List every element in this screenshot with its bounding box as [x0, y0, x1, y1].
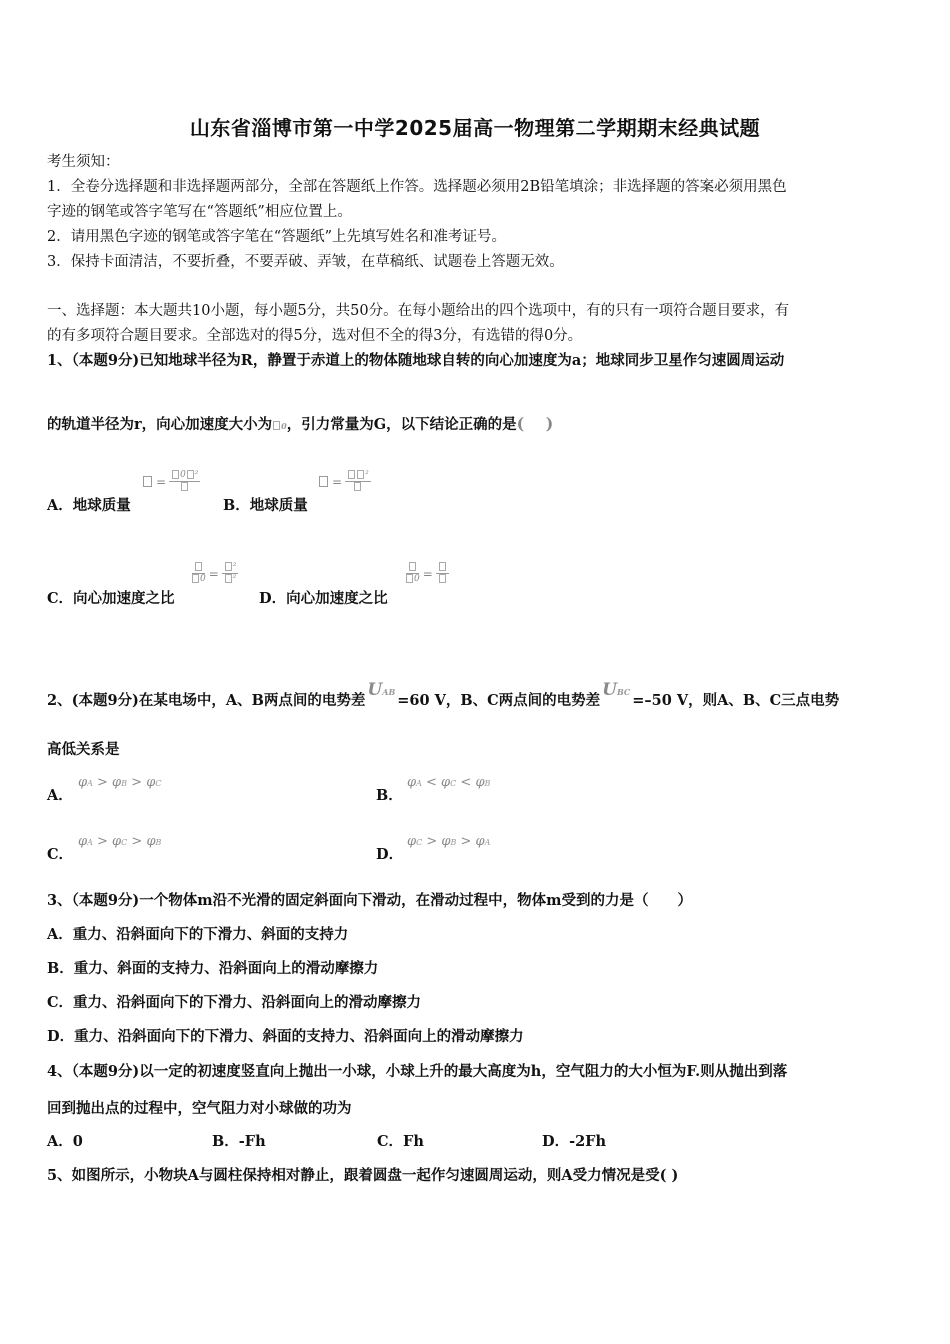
- formula-option-c-icon: 0 = $\frac{\text{²}}{\text{²}}$: [191, 562, 238, 585]
- question-3-option-d: D．重力、沿斜面向下的下滑力、斜面的支持力、沿斜面向上的滑动摩擦力: [47, 1028, 524, 1045]
- question-1-line-2a: 的轨道半径为r，向心加速度大小为: [47, 416, 273, 433]
- question-1-line-2b: ，引力常量为G，以下结论正确的是: [286, 416, 517, 433]
- formula-option-b-icon: = ²: [318, 470, 371, 493]
- section-1-line-1: 一、选择题：本大题共10小题，每小题5分，共50分。在每小题给出的四个选项中，有的只有一项符合题目要求，有: [47, 303, 790, 319]
- u-bc-symbol: U: [602, 680, 617, 700]
- question-2-line-1: [47, 680, 840, 712]
- notice-heading: 考生须知：: [47, 154, 120, 170]
- question-3-option-a: A．重力、沿斜面向下的下滑力、斜面的支持力: [47, 926, 349, 943]
- notice-item-2: 2．请用黑色字迹的钢笔或答字笔在“答题纸”上先填写姓名和准考证号。: [47, 229, 507, 245]
- answer-paren-icon: ( ): [516, 414, 554, 433]
- question-4-option-a: A．0: [47, 1133, 83, 1150]
- section-1-line-2: 的有多项符合题目要求。全部选对的得5分，选对但不全的得3分，有选错的得0分。: [47, 328, 583, 344]
- question-4-line-1: 4、（本题9分)以一定的初速度竖直向上抛出一小球，小球上升的最大高度为h，空气阻力的大小恒为F.则从抛出到落: [47, 1063, 788, 1080]
- notice-item-3: 3．保持卡面清洁，不要折叠，不要弄破、弄皱，在草稿纸、试题卷上答题无效。: [47, 254, 564, 270]
- formula-a0-sub-icon: 0: [281, 421, 287, 431]
- question-2-line-1b: =60 V，B、C两点间的电势差: [397, 692, 601, 709]
- question-3-option-c: C．重力、沿斜面向下的下滑力、沿斜面向上的滑动摩擦力: [47, 994, 422, 1011]
- question-1-option-b: B．地球质量: [223, 497, 308, 514]
- question-4-option-d: D．-2Fh: [542, 1133, 607, 1150]
- question-4-line-2: 回到抛出点的过程中，空气阻力对小球做的功为: [47, 1100, 352, 1117]
- formula-a0-icon: [273, 421, 280, 430]
- potential-order-b-icon: φA < φC < φB: [407, 775, 491, 790]
- potential-order-c-icon: φA > φC > φB: [78, 834, 162, 849]
- question-2-option-c-label: C．: [47, 846, 74, 863]
- question-1-option-d: D．向心加速度之比: [259, 590, 388, 607]
- formula-option-a-icon: = 0 ²: [142, 470, 200, 493]
- question-4-option-c: C．Fh: [377, 1133, 424, 1150]
- question-2-option-d-label: D．: [376, 846, 404, 863]
- question-2-line-1c: =–50 V，则A、B、C三点电势: [632, 692, 840, 709]
- u-bc-subscript: BC: [616, 687, 631, 697]
- notice-item-1-line-1: 1．全卷分选择题和非选择题两部分，全部在答题纸上作答。选择题必须用2B铅笔填涂；非选择题的答案必须用黑色: [47, 179, 787, 195]
- question-3-stem: 3、（本题9分)一个物体m沿不光滑的固定斜面向下滑动，在滑动过程中，物体m受到的力是（ ）: [47, 892, 692, 909]
- u-ab-symbol: U: [367, 680, 383, 700]
- formula-option-d-icon: 0 =: [405, 562, 449, 585]
- potential-order-d-icon: φC > φB > φA: [407, 834, 491, 849]
- question-1-line-1: 1、（本题9分)已知地球半径为R，静置于赤道上的物体随地球自转的向心加速度为a；地球同步卫星作匀速圆周运动: [47, 352, 785, 369]
- question-5-stem: 5、如图所示，小物块A与圆柱保持相对静止，跟着圆盘一起作匀速圆周运动，则A受力情况是受( ): [47, 1167, 679, 1184]
- question-2-line-2: 高低关系是: [47, 741, 120, 758]
- question-3-option-b: B．重力、斜面的支持力、沿斜面向上的滑动摩擦力: [47, 960, 379, 977]
- question-4-option-b: B．-Fh: [212, 1133, 266, 1150]
- question-1-option-a: A．地球质量: [47, 497, 131, 514]
- notice-item-1-line-2: 字迹的钢笔或答字笔写在“答题纸”相应位置上。: [47, 204, 352, 220]
- question-1-option-c: C．向心加速度之比: [47, 590, 175, 607]
- u-ab-subscript: AB: [382, 687, 396, 697]
- question-1-line-2: [47, 414, 553, 436]
- question-2-line-1a: 2、(本题9分)在某电场中，A、B两点间的电势差: [47, 692, 366, 709]
- potential-order-a-icon: φA > φB > φC: [78, 775, 162, 790]
- question-2-option-b-label: B．: [376, 787, 403, 804]
- page-title: 山东省淄博市第一中学2025届高一物理第二学期期末经典试题: [189, 116, 761, 140]
- question-2-option-a-label: A．: [47, 787, 73, 804]
